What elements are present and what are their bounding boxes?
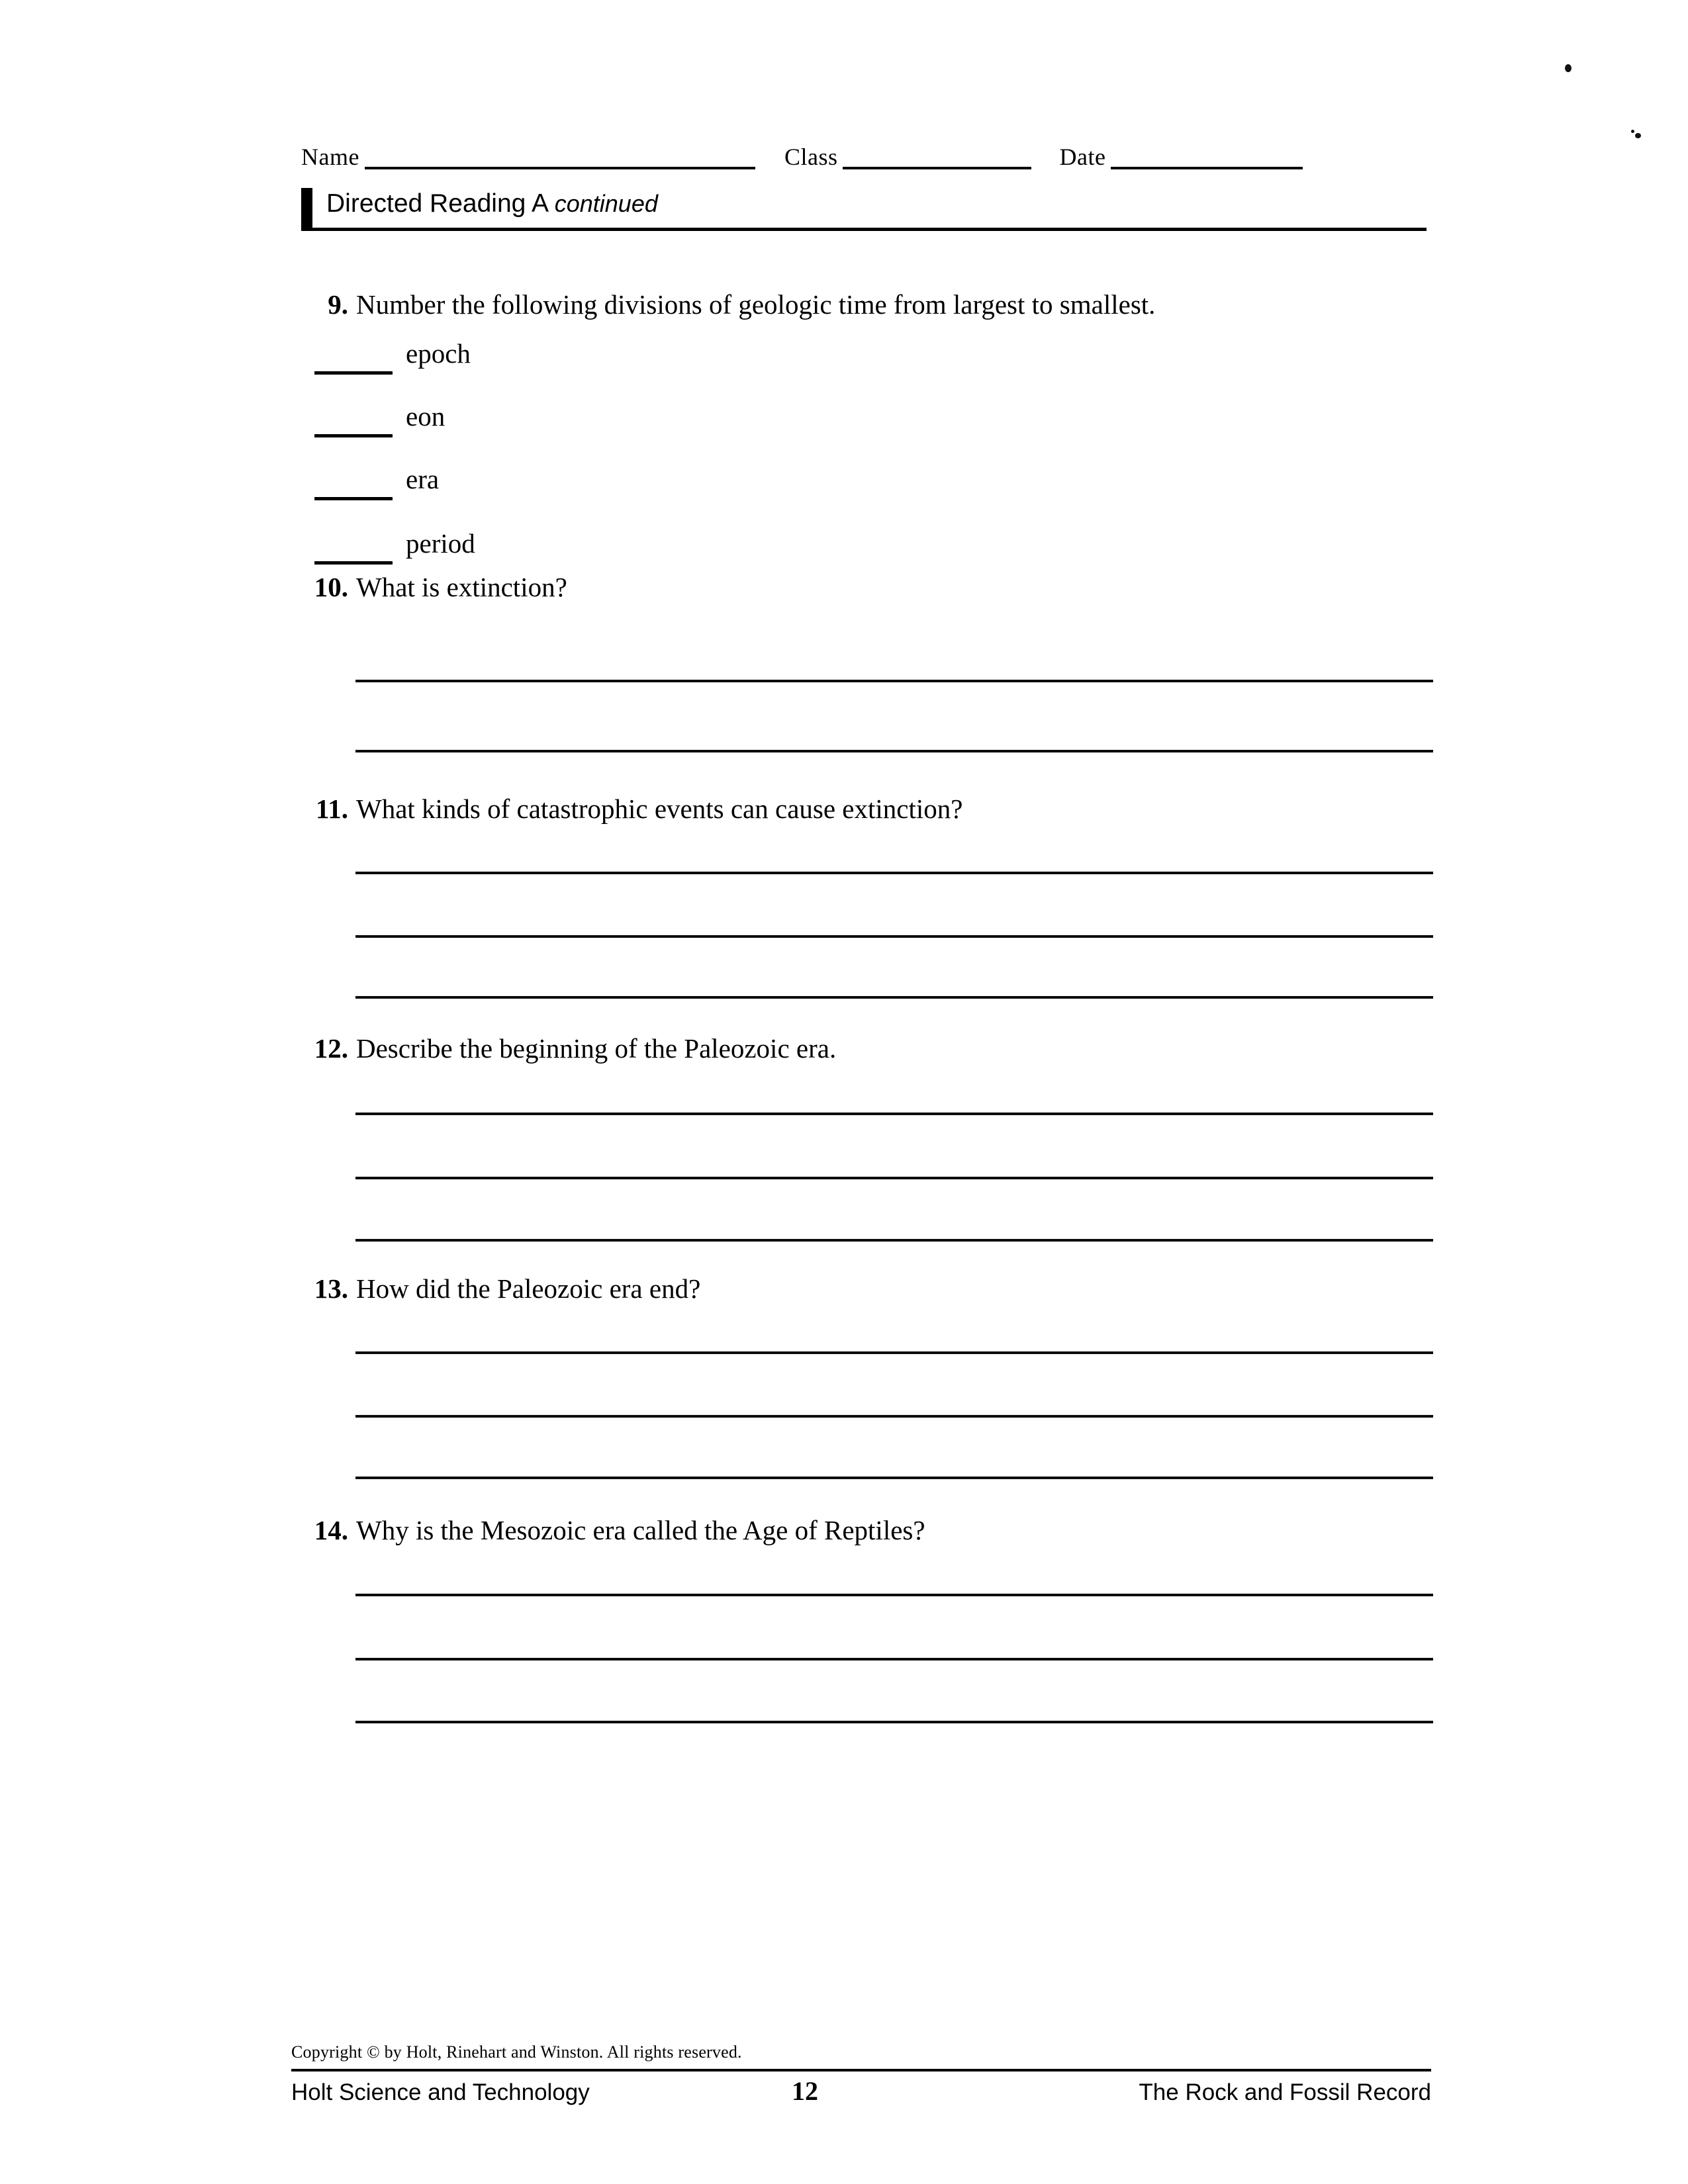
answer-line[interactable] [355,996,1433,999]
answer-line[interactable] [355,1594,1433,1596]
name-label: Name [301,144,359,170]
answer-line[interactable] [355,1721,1433,1723]
question-14-text: Why is the Mesozoic era called the Age of Reptiles? [356,1515,925,1545]
footer-page-number: 12 [792,2076,818,2106]
answer-line[interactable] [355,1658,1433,1661]
fill-blank-era[interactable] [314,497,393,500]
fill-label-period: period [406,528,475,559]
question-10-number: 10. [314,572,348,602]
question-13-number: 13. [314,1273,348,1304]
answer-line[interactable] [355,1351,1433,1354]
footer-book-title: Holt Science and Technology [291,2079,590,2105]
copyright-notice: Copyright © by Holt, Rinehart and Winston. All rights reserved. [291,2042,742,2062]
question-12-number: 12. [314,1033,348,1064]
question-11-text: What kinds of catastrophic events can cause extinction? [356,794,963,824]
answer-line[interactable] [355,1415,1433,1418]
fill-blank-eon[interactable] [314,434,393,437]
date-label: Date [1059,144,1106,170]
answer-line[interactable] [355,1239,1433,1242]
class-label: Class [784,144,838,170]
question-9-text: Number the following divisions of geologic time from largest to smallest. [356,289,1156,320]
fill-label-eon: eon [406,401,445,432]
running-head-continued: continued [554,190,658,217]
answer-line[interactable] [355,1177,1433,1179]
answer-line[interactable] [355,935,1433,938]
footer-row [291,2077,1431,2110]
footer-rule [291,2069,1431,2071]
answer-line[interactable] [355,872,1433,874]
fill-label-epoch: epoch [406,338,471,369]
question-14-number: 14. [314,1515,348,1545]
question-9-number: 9. [328,289,348,320]
footer-chapter-title: The Rock and Fossil Record [1139,2079,1431,2105]
fill-blank-period[interactable] [314,561,393,565]
running-head-title: Directed Reading A [326,189,547,218]
fill-label-era: era [406,464,440,494]
answer-line[interactable] [355,1113,1433,1115]
answer-line[interactable] [355,750,1433,752]
answer-line[interactable] [355,1477,1433,1479]
question-11-number: 11. [316,794,348,824]
answer-line[interactable] [355,680,1433,682]
fill-blank-epoch[interactable] [314,371,393,375]
question-12-text: Describe the beginning of the Paleozoic era. [356,1033,837,1064]
question-13-text: How did the Paleozoic era end? [356,1273,701,1304]
question-10-text: What is extinction? [356,572,567,602]
